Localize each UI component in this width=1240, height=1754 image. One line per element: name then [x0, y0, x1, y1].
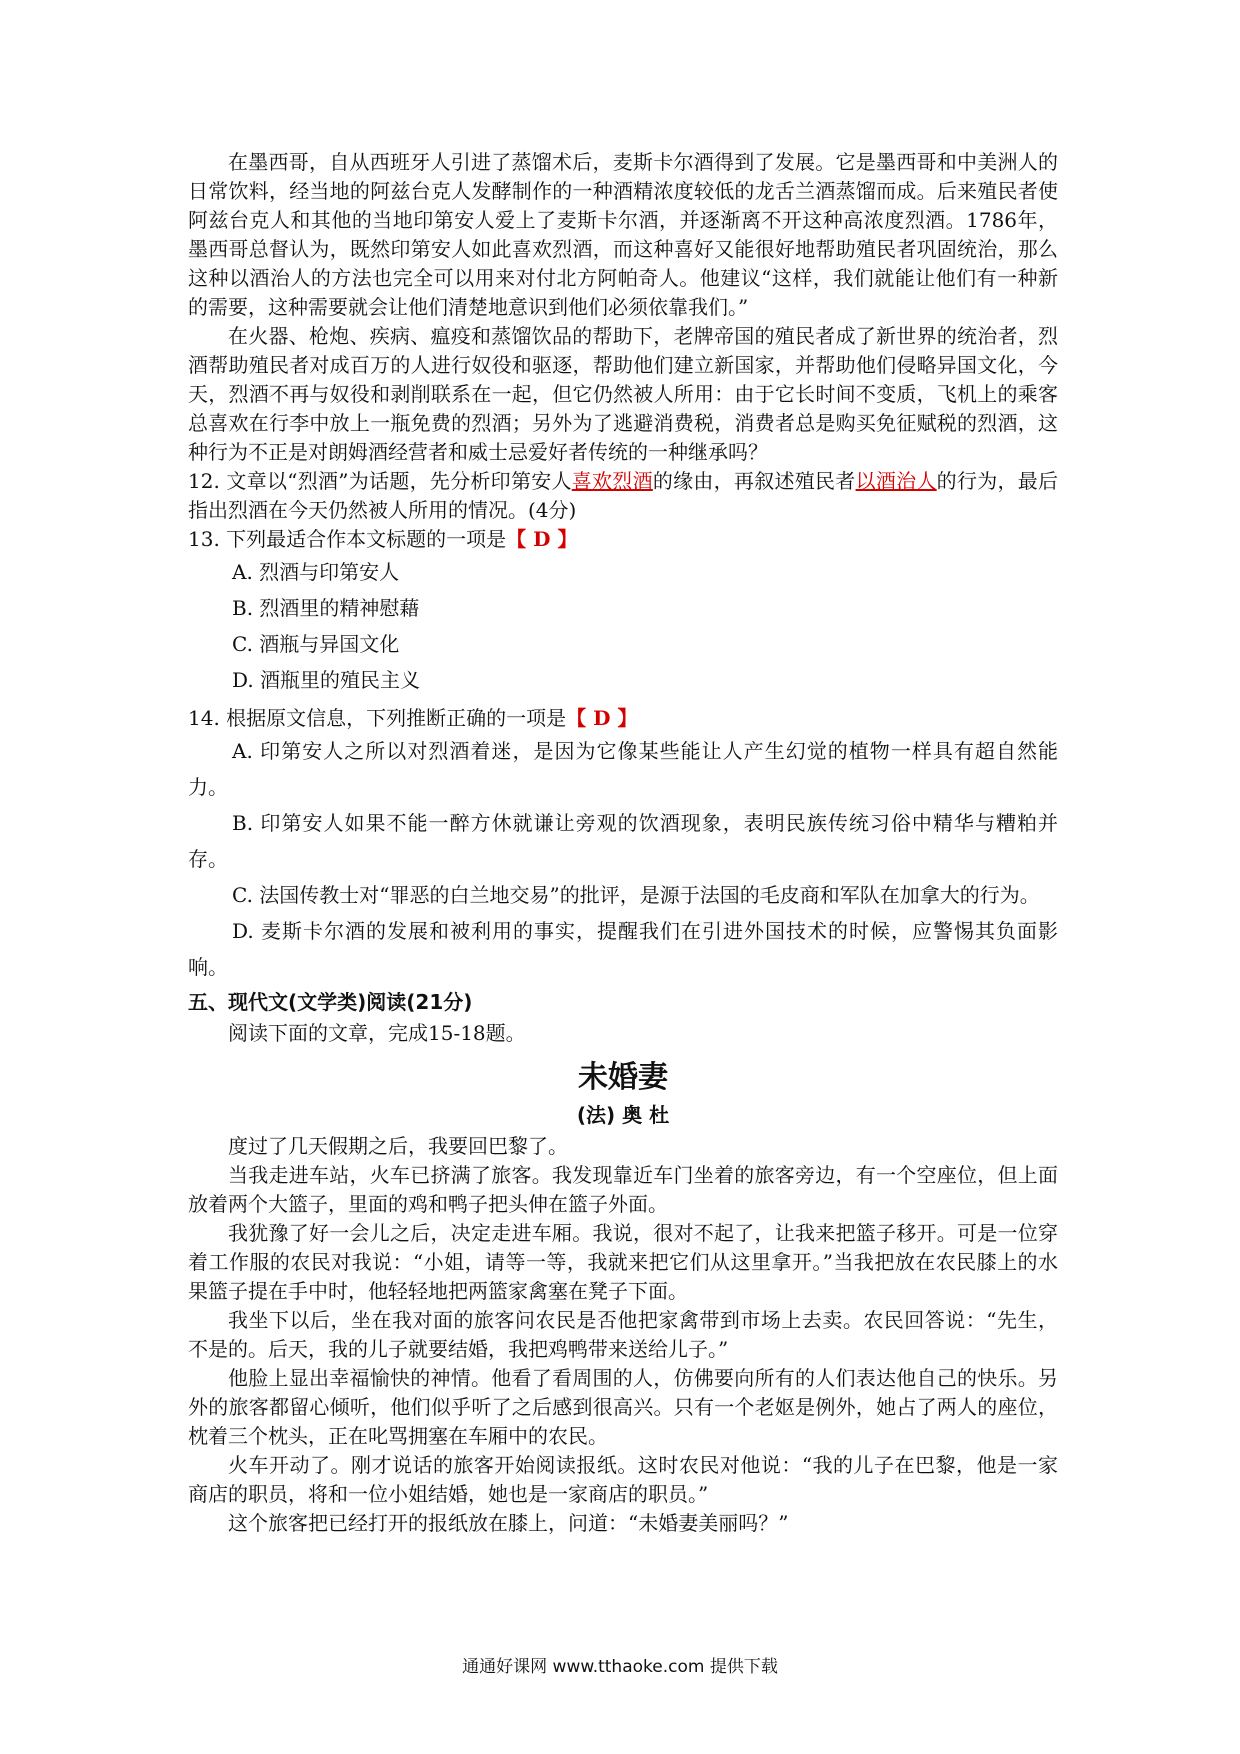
passage-paragraph-1: 在墨西哥，自从西班牙人引进了蒸馏术后，麦斯卡尔酒得到了发展。它是墨西哥和中美洲人的日常饮料，经当地的阿兹台克人发酵制作的一种酒精浓度较低的龙舌兰酒蒸馏而成。后来殖民者使阿兹台克人和其他的当地印第安人爱上了麦斯卡尔酒，并逐渐离不开这种高浓度烈酒。1786年，墨西哥总督认为，既然印第安人如此喜欢烈酒，而这种喜好又能很好地帮助殖民者巩固统治，那么这种以酒治人的方法也完全可以用来对付北方阿帕奇人。他建议“这样，我们就能让他们有一种新的需要，这种需要就会让他们清楚地意识到他们必须依靠我们。”: [188, 150, 1058, 319]
question-13-stem: 13. 下列最适合作本文标题的一项是: [188, 527, 507, 551]
question-14-answer: 【 D 】: [566, 706, 638, 730]
question-12-answer-blank-1: 喜欢烈酒: [571, 469, 653, 493]
section-5-heading: 五、现代文(文学类)阅读(21分): [188, 990, 473, 1014]
question-12-post: 的行为，最后指出烈酒在今天仍然被人所用的情况。(4分): [188, 469, 1059, 522]
story-paragraph: 度过了几天假期之后，我要回巴黎了。: [228, 1134, 568, 1158]
page-footer: 通通好课网 www.tthaoke.com 提供下载: [462, 1657, 778, 1677]
question-14: [188, 704, 1058, 733]
story-paragraph: 我犹豫了好一会儿之后，决定走进车厢。我说，很对不起了，让我来把篮子移开。可是一位穿着工作服的农民对我说：“小姐，请等一等，我就来把它们从这里拿开。”当我把放在农民膝上的水果篮子提在手中时，他轻轻地把两篮家禽塞在凳子下面。: [188, 1221, 1058, 1303]
passage-paragraph-2: 在火器、枪炮、疾病、瘟疫和蒸馏饮品的帮助下，老牌帝国的殖民者成了新世界的统治者，烈酒帮助殖民者对成百万的人进行奴役和驱逐，帮助他们建立新国家，并帮助他们侵略异国文化，今天，烈酒不再与奴役和剥削联系在一起，但它仍然被人所用：由于它长时间不变质，飞机上的乘客总喜欢在行李中放上一瓶免费的烈酒；另外为了逃避消费税，消费者总是购买免征赋税的烈酒，这种行为不正是对朗姆酒经营者和威士忌爱好者传统的一种继承吗？: [188, 324, 1058, 464]
section-5-instruction: 阅读下面的文章，完成15-18题。: [228, 1021, 526, 1045]
story-author: (法) 奥 杜: [576, 1103, 670, 1127]
question-13-option-c: C. 酒瓶与异国文化: [232, 632, 400, 656]
question-14-option-c: C. 法国传教士对“罪恶的白兰地交易”的批评，是源于法国的毛皮商和军队在加拿大的行为。: [232, 883, 1040, 907]
question-14-option-b: B. 印第安人如果不能一醉方休就谦让旁观的饮酒现象，表明民族传统习俗中精华与糟粕并存。: [188, 811, 1058, 871]
story-title: 未婚妻: [578, 1060, 668, 1095]
question-13-answer: 【 D 】: [506, 527, 578, 551]
question-13: [188, 525, 1058, 554]
story-paragraph: 这个旅客把已经打开的报纸放在膝上，问道：“未婚妻美丽吗？”: [228, 1511, 789, 1535]
story-paragraph: 他脸上显出幸福愉快的神情。他看了看周围的人，仿佛要向所有的人们表达他自己的快乐。另外的旅客都留心倾听，他们似乎听了之后感到很高兴。只有一个老妪是例外，她占了两人的座位，枕着三个枕头，正在叱骂拥塞在车厢中的农民。: [188, 1366, 1058, 1448]
question-13-option-a: A. 烈酒与印第安人: [232, 560, 400, 584]
story-paragraph: 我坐下以后，坐在我对面的旅客问农民是否他把家禽带到市场上去卖。农民回答说：“先生，不是的。后天，我的儿子就要结婚，我把鸡鸭带来送给儿子。”: [188, 1308, 1058, 1361]
question-13-option-b: B. 烈酒里的精神慰藉: [232, 596, 420, 620]
question-12-mid: 的缘由，再叙述殖民者: [652, 469, 856, 493]
question-14-stem: 14. 根据原文信息，下列推断正确的一项是: [188, 706, 567, 730]
page-content: [188, 148, 1058, 1538]
story-paragraph: 当我走进车站，火车已挤满了旅客。我发现靠近车门坐着的旅客旁边，有一个空座位，但上面放着两个大篮子，里面的鸡和鸭子把头伸在篮子外面。: [188, 1163, 1058, 1216]
question-14-option-d: D. 麦斯卡尔酒的发展和被利用的事实，提醒我们在引进外国技术的时候，应警惕其负面影响。: [188, 919, 1058, 979]
question-12-pre: 12. 文章以“烈酒”为话题，先分析印第安人: [188, 469, 572, 493]
question-12: [188, 467, 1058, 525]
story-paragraph: 火车开动了。刚才说话的旅客开始阅读报纸。这时农民对他说：“我的儿子在巴黎，他是一家商店的职员，将和一位小姐结婚，她也是一家商店的职员。”: [188, 1453, 1058, 1506]
question-14-option-a: A. 印第安人之所以对烈酒着迷，是因为它像某些能让人产生幻觉的植物一样具有超自然能力。: [188, 739, 1058, 799]
question-13-option-d: D. 酒瓶里的殖民主义: [232, 668, 421, 692]
question-12-answer-blank-2: 以酒治人: [855, 469, 937, 493]
